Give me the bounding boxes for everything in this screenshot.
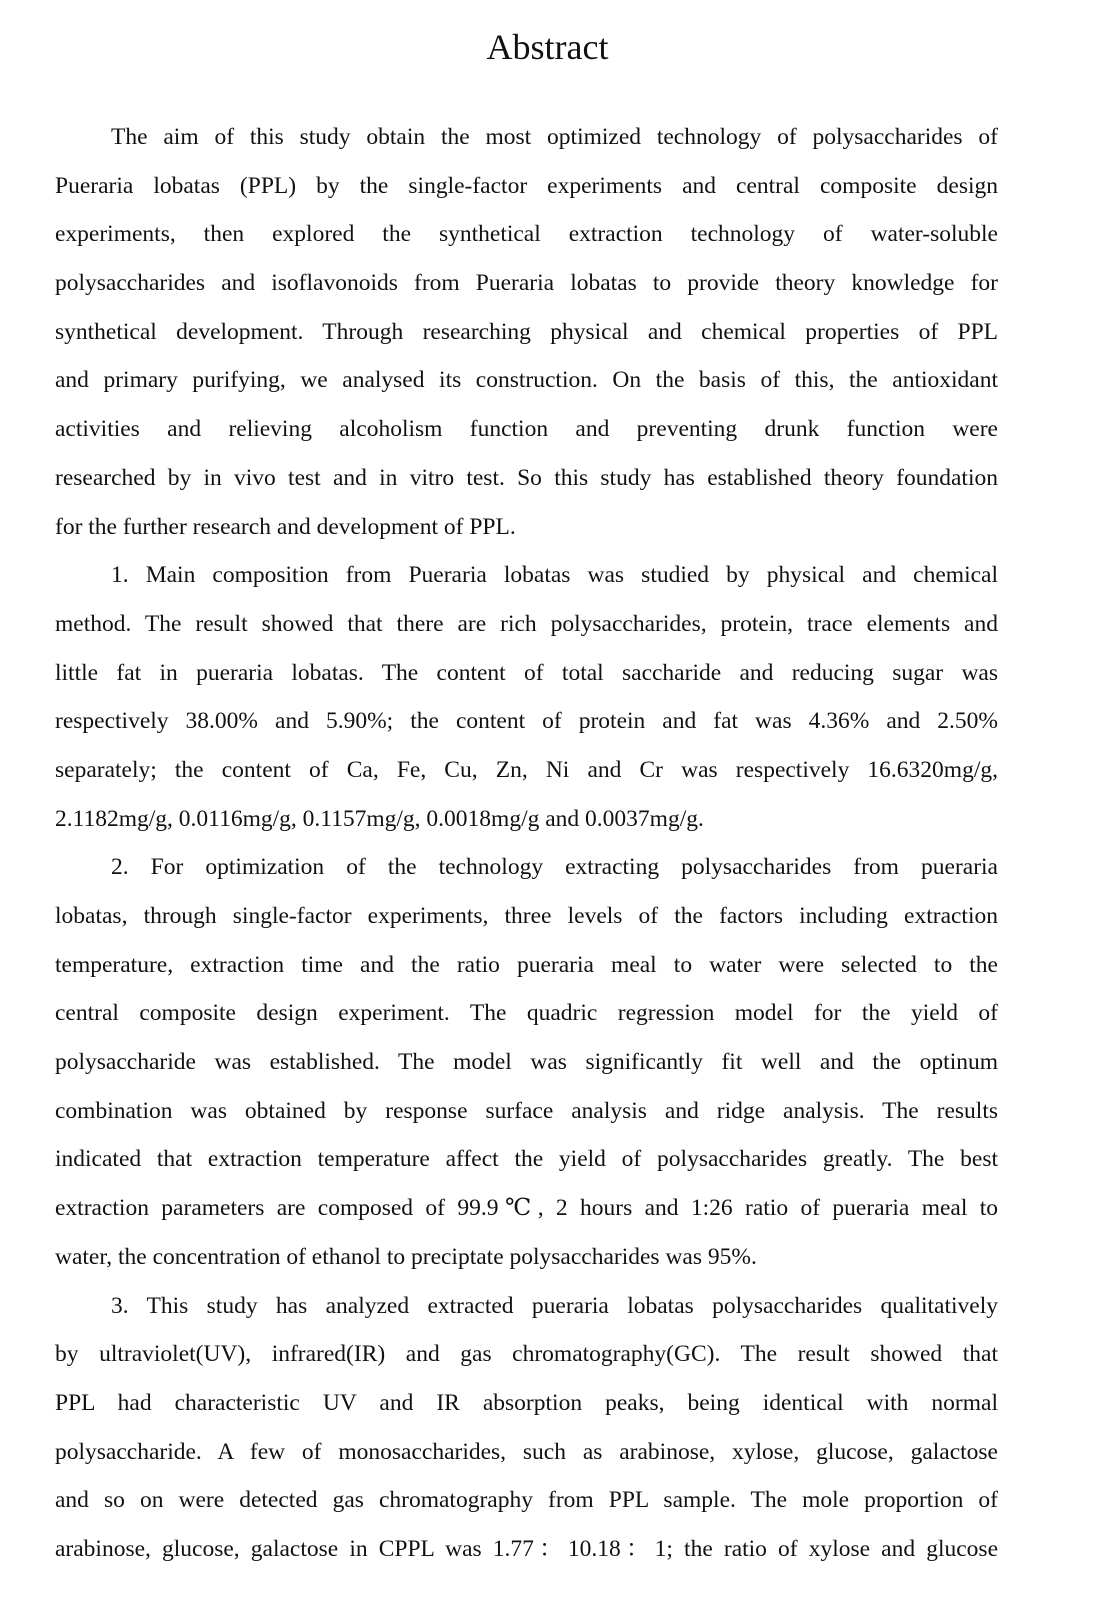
text-line: central composite design experiment. The quadric regression model for the yield of <box>55 1000 998 1027</box>
text-line: synthetical development. Through researching physical and chemical properties of PPL <box>55 318 998 345</box>
text-line: polysaccharide was established. The model was significantly fit well and the optinum <box>55 1049 998 1076</box>
abstract-body <box>55 113 998 1574</box>
text-line: 3. This study has analyzed extracted pueraria lobatas polysaccharides qualitatively <box>111 1292 998 1319</box>
text-line: polysaccharide. A few of monosaccharides, such as arabinose, xylose, glucose, galactose <box>55 1438 998 1465</box>
text-line: Pueraria lobatas (PPL) by the single-factor experiments and central composite design <box>55 172 998 199</box>
text-line: separately; the content of Ca, Fe, Cu, Zn, Ni and Cr was respectively 16.6320mg/g, <box>55 756 998 783</box>
text-line: and primary purifying, we analysed its construction. On the basis of this, the antioxidant <box>55 367 998 394</box>
text-line: The aim of this study obtain the most optimized technology of polysaccharides of <box>111 124 998 150</box>
text-line: PPL had characteristic UV and IR absorption peaks, being identical with normal <box>55 1389 998 1416</box>
text-line: by ultraviolet(UV), infrared(IR) and gas chromatography(GC). The result showed that <box>55 1341 998 1368</box>
text-line: arabinose, glucose, galactose in CPPL was 1.77：10.18：1; the ratio of xylose and glucose <box>55 1535 998 1562</box>
text-line: polysaccharides and isoflavonoids from Pueraria lobatas to provide theory knowledge for <box>55 270 998 297</box>
abstract-heading: Abstract <box>486 27 609 67</box>
text-line: 2. For optimization of the technology extracting polysaccharides from pueraria <box>111 854 998 881</box>
text-line: 2.1182mg/g, 0.0116mg/g, 0.1157mg/g, 0.0018mg/g and 0.0037mg/g. <box>55 805 704 832</box>
text-line: 1. Main composition from Pueraria lobatas was studied by physical and chemical <box>111 562 998 589</box>
text-line: little fat in pueraria lobatas. The content of total saccharide and reducing sugar was <box>55 659 998 686</box>
text-line: and so on were detected gas chromatography from PPL sample. The mole proportion of <box>55 1487 998 1514</box>
text-line: activities and relieving alcoholism function and preventing drunk function were <box>55 416 998 443</box>
text-line: experiments, then explored the synthetical extraction technology of water-soluble <box>55 221 998 248</box>
text-line: lobatas, through single-factor experiments, three levels of the factors including extraction <box>55 903 998 929</box>
text-line: method. The result showed that there are rich polysaccharides, protein, trace elements and <box>55 610 998 637</box>
text-line: water, the concentration of ethanol to preciptate polysaccharides was 95%. <box>55 1243 757 1270</box>
text-line: combination was obtained by response surface analysis and ridge analysis. The results <box>55 1097 998 1124</box>
text-line: extraction parameters are composed of 99.9℃, 2 hours and 1:26 ratio of pueraria meal to <box>55 1195 998 1222</box>
text-line: respectively 38.00% and 5.90%; the content of protein and fat was 4.36% and 2.50% <box>55 708 998 735</box>
text-line: for the further research and development of PPL. <box>55 513 516 540</box>
text-line: researched by in vivo test and in vitro test. So this study has established theory foundation <box>55 464 998 491</box>
text-line: temperature, extraction time and the ratio pueraria meal to water were selected to the <box>55 951 998 978</box>
text-line: indicated that extraction temperature affect the yield of polysaccharides greatly. The best <box>55 1146 998 1173</box>
